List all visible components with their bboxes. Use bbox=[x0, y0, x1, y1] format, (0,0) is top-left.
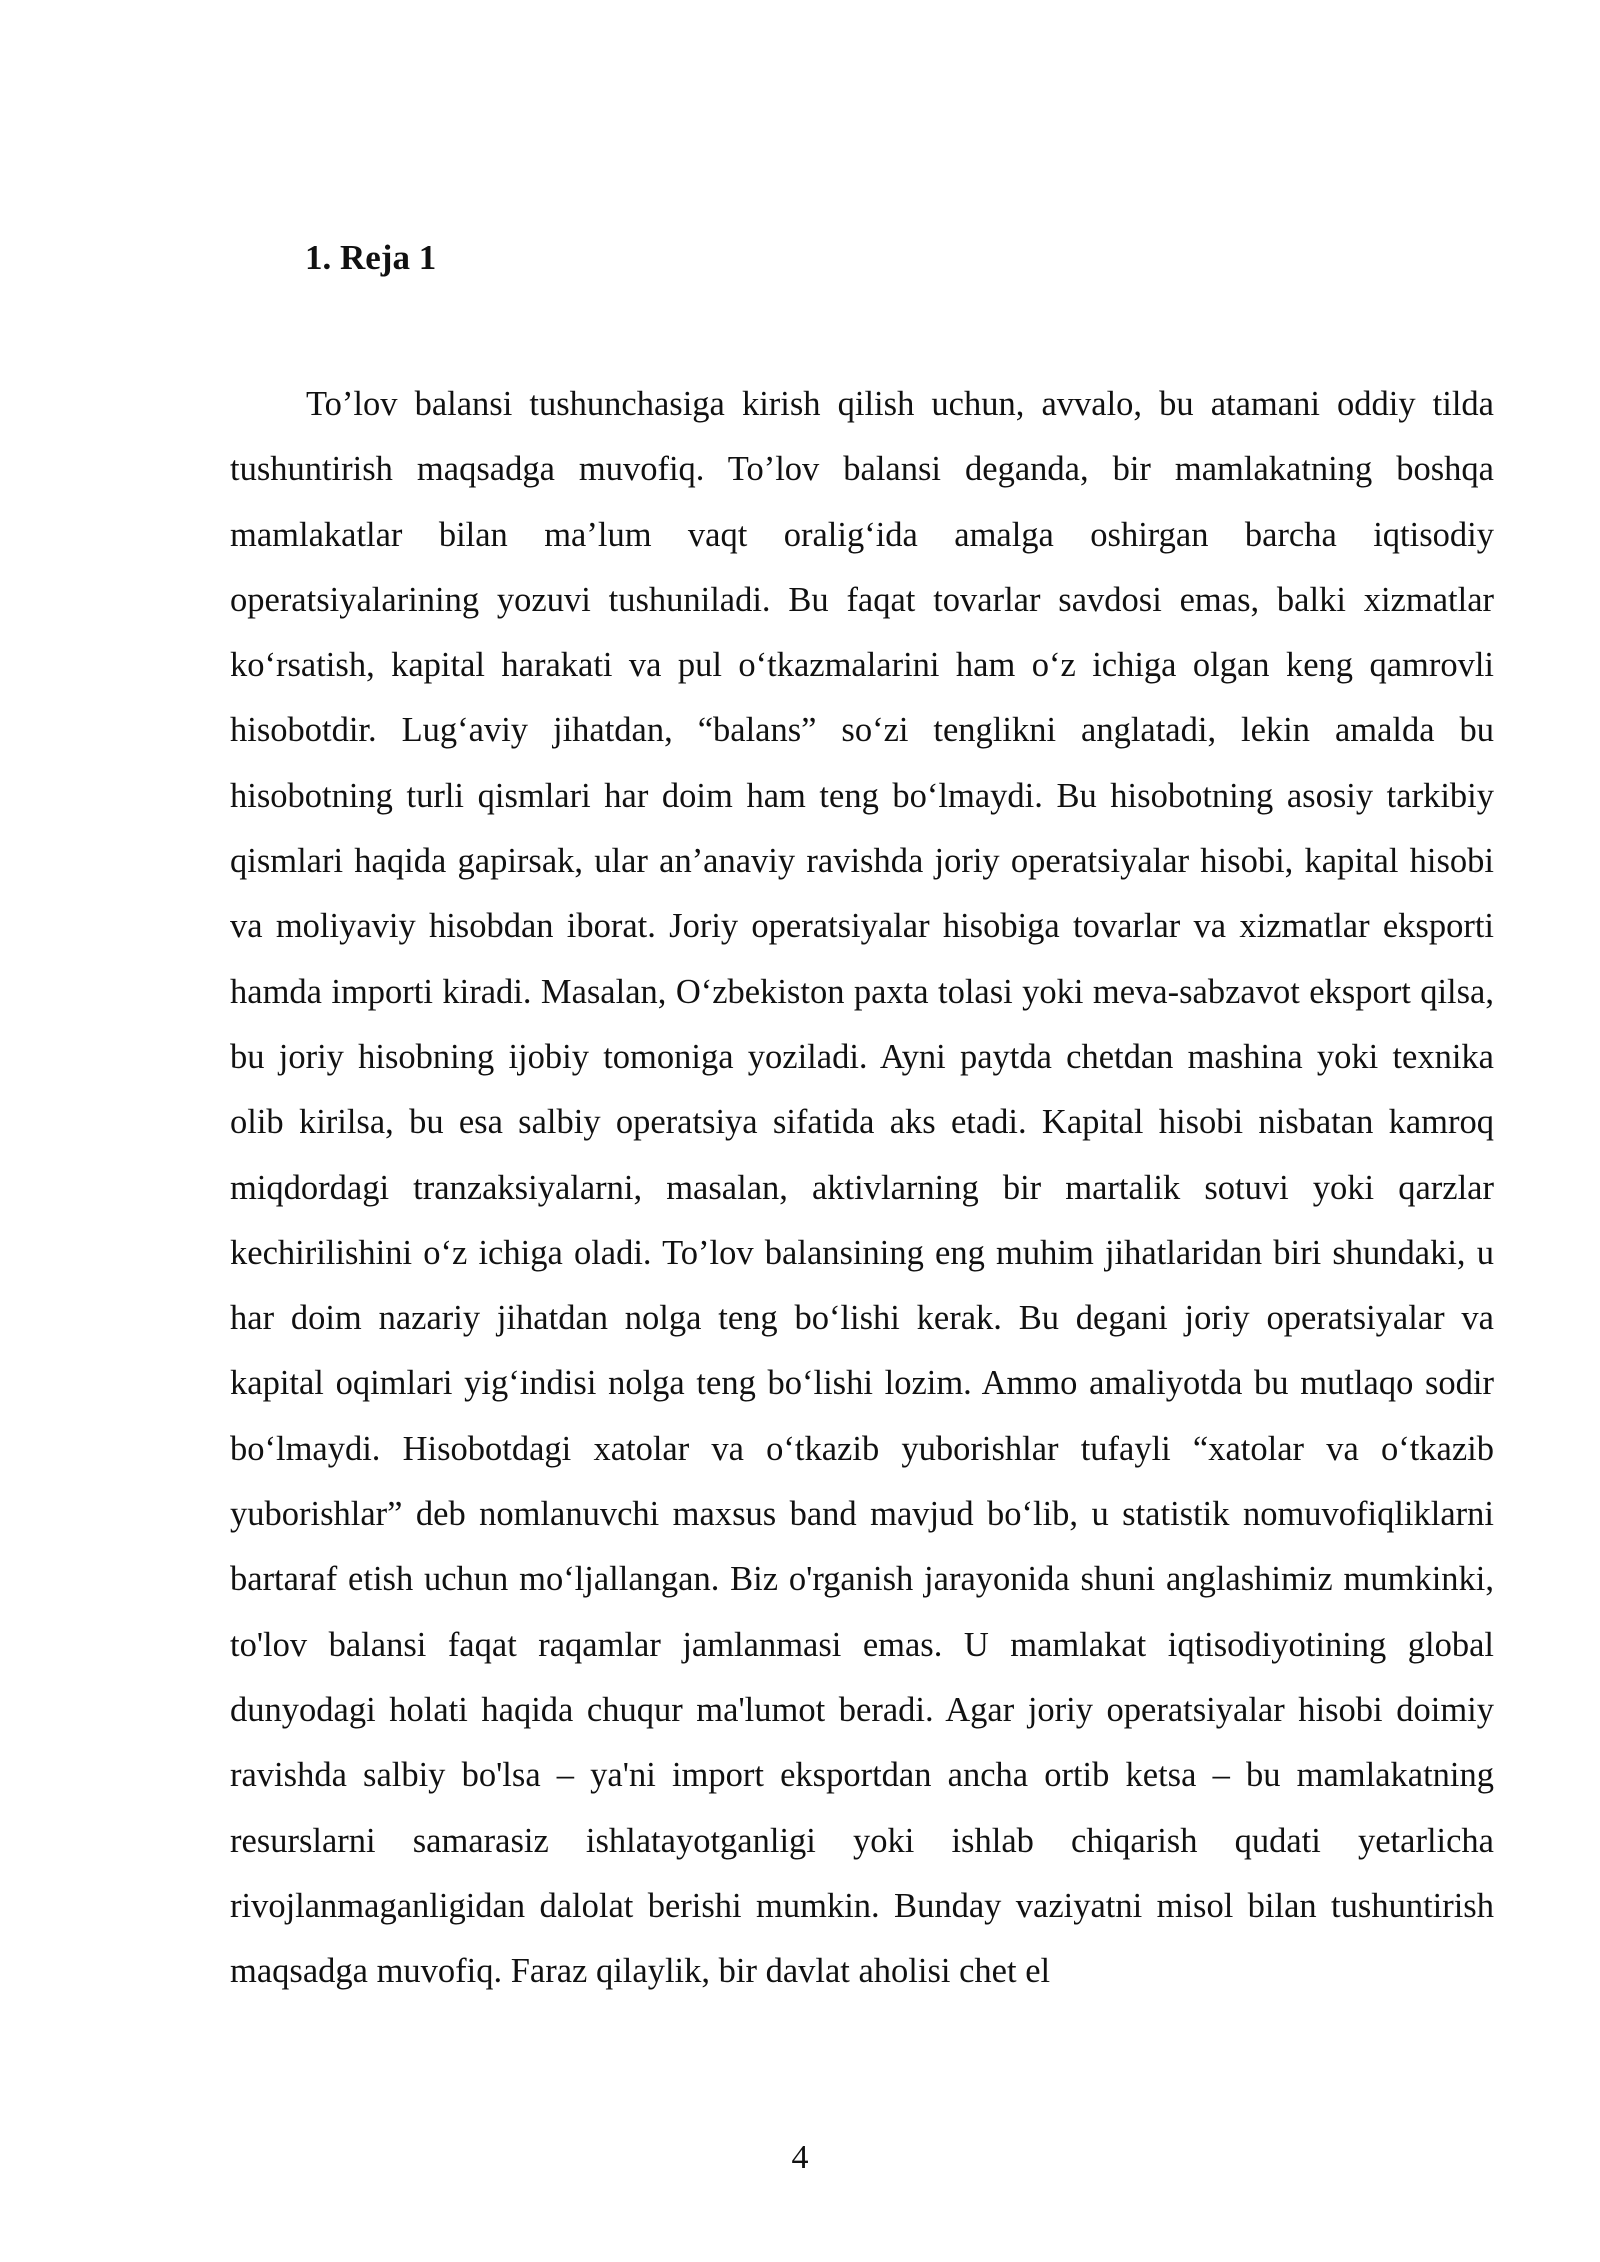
section-heading: 1. Reja 1 bbox=[305, 238, 437, 277]
page-number: 4 bbox=[791, 2139, 809, 2176]
body-paragraph: To’lov balansi tushunchasiga kirish qilish uchun, avvalo, bu atamani oddiy tilda tushuntirish maqsadga muvofiq. To’lov balansi deganda, bir mamlakatning boshqa mamlakatlar bilan ma’lum vaqt oralig‘ida amalga oshirgan barcha iqtisodiy operatsiyalarining yozuvi tushuniladi. Bu faqat tovarlar savdosi emas, balki xizmatlar ko‘rsatish, kapital harakati va pul o‘tkazmalarini ham o‘z ichiga olgan keng qamrovli hisobotdir. Lug‘aviy jihatdan, “balans” so‘zi tenglikni anglatadi, lekin amalda bu hisobotning turli qismlari har doim ham teng bo‘lmaydi. Bu hisobotning asosiy tarkibiy qismlari haqida gapirsak, ular an’anaviy ravishda joriy operatsiyalar hisobi, kapital hisobi va moliyaviy hisobdan iborat. Joriy operatsiyalar hisobiga tovarlar va xizmatlar eksporti hamda importi kiradi. Masalan, O‘zbekiston paxta tolasi yoki meva-sabzavot eksport qilsa, bu joriy hisobning ijobiy tomoniga yoziladi. Ayni paytda chetdan mashina yoki texnika olib kirilsa, bu esa salbiy operatsiya sifatida aks etadi. Kapital hisobi nisbatan kamroq miqdordagi tranzaksiyalarni, masalan, aktivlarning bir martalik sotuvi yoki qarzlar kechirilishini o‘z ichiga oladi. To’lov balansining eng muhim jihatlaridan biri shundaki, u har doim nazariy jihatdan nolga teng bo‘lishi kerak. Bu degani joriy operatsiyalar va kapital oqimlari yig‘indisi nolga teng bo‘lishi lozim. Ammo amaliyotda bu mutlaqo sodir bo‘lmaydi. Hisobotdagi xatolar va o‘tkazib yuborishlar tufayli “xatolar va o‘tkazib yuborishlar” deb nomlanuvchi maxsus band mavjud bo‘lib, u statistik nomuvofiqliklarni bartaraf etish uchun mo‘ljallangan. Biz o'rganish jarayonida shuni anglashimiz mumkinki, to'lov balansi faqat raqamlar jamlanmasi emas. U mamlakat iqtisodiyotining global dunyodagi holati haqida chuqur ma'lumot beradi. Agar joriy operatsiyalar hisobi doimiy ravishda salbiy bo'lsa – ya'ni import eksportdan ancha ortib ketsa – bu mamlakatning resurslarni samarasiz ishlatayotganligi yoki ishlab chiqarish qudati yetarlicha rivojlanmaganligidan dalolat berishi mumkin. Bunday vaziyatni misol bilan tushuntirish maqsadga muvofiq. Faraz qilaylik, bir davlat aholisi chet el bbox=[230, 385, 1494, 1991]
